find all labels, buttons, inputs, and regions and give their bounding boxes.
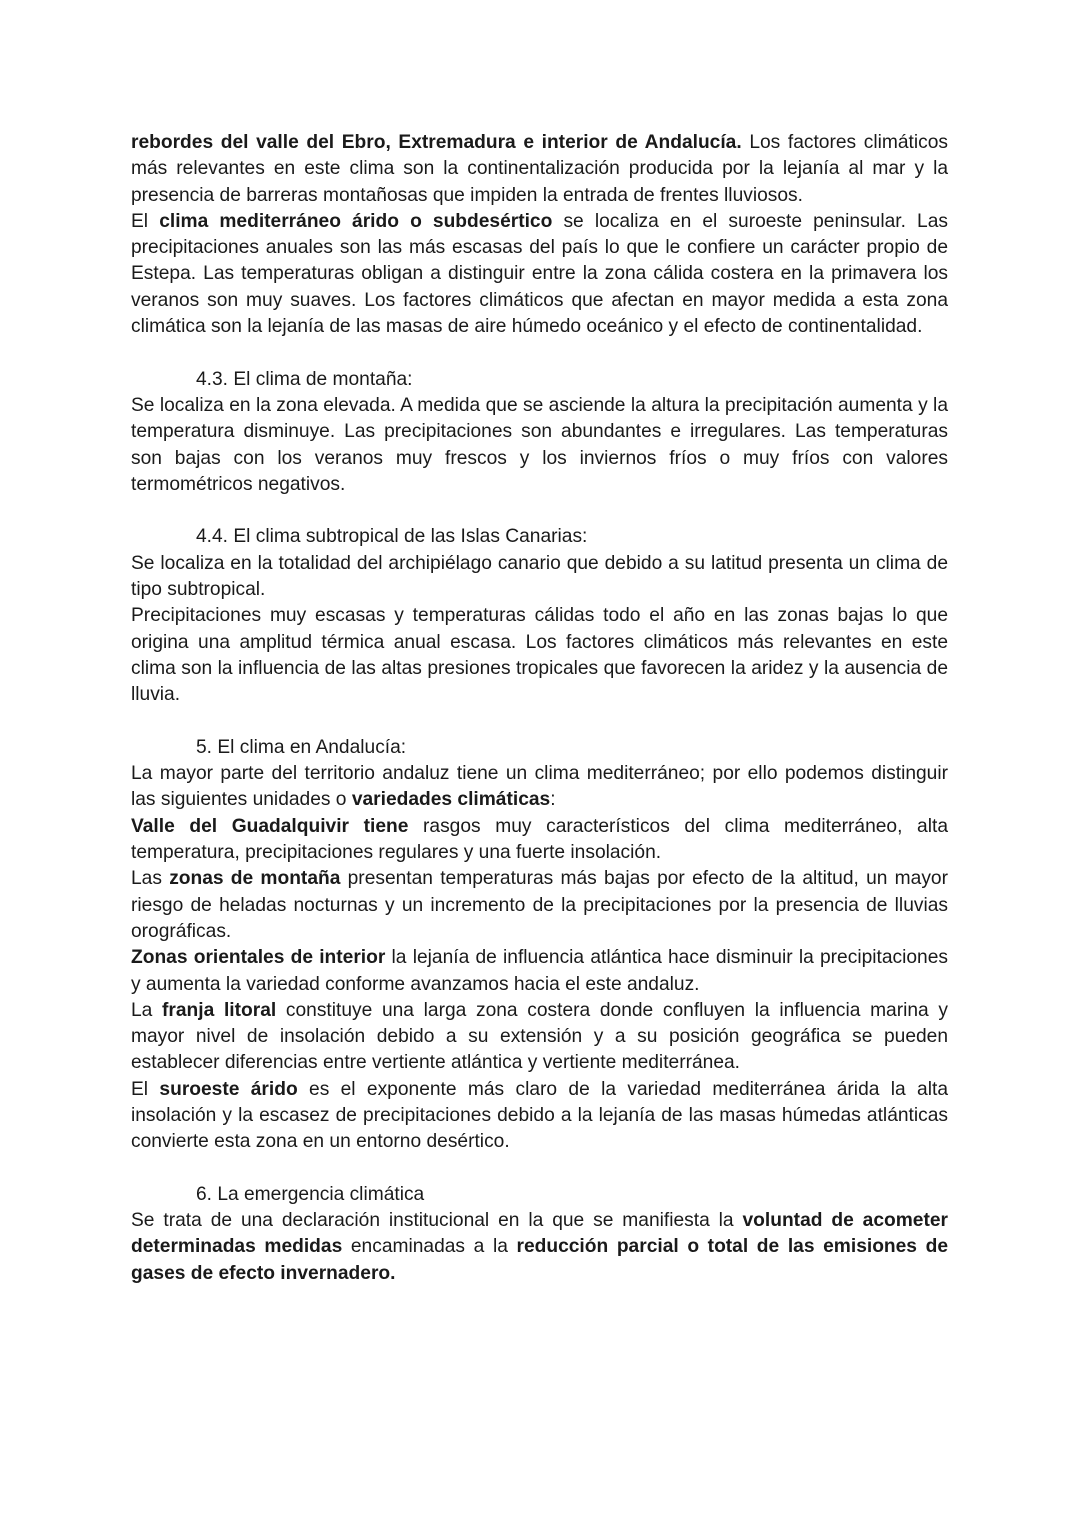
section-heading-5: 5. El clima en Andalucía:	[196, 736, 407, 758]
paragraph-text: Las	[131, 868, 170, 890]
section-heading-4-4: 4.4. El clima subtropical de las Islas Canarias:	[196, 526, 588, 548]
paragraph-gap	[131, 340, 948, 366]
paragraph-gap	[131, 709, 948, 735]
paragraph-text: Se trata de una declaración institucional en la que se manifiesta la	[131, 1210, 743, 1232]
section-5-intro	[131, 761, 948, 814]
paragraph-text: :	[550, 789, 556, 811]
paragraph-text: la lejanía de influencia atlántica hace disminuir la precipitaciones y aumenta la variedad conforme avanzamos hacia el este andaluz.	[131, 947, 948, 995]
paragraph-continuation	[131, 130, 948, 209]
bold-term: suroeste árido	[159, 1078, 298, 1100]
section-5-suroeste	[131, 1077, 948, 1156]
bold-term: franja litoral	[162, 999, 277, 1021]
paragraph-text: constituye una larga zona costera donde confluyen la influencia marina y mayor nivel de insolación debido a su extensión y a su posición geográfica se pueden establecer diferencias entre vertiente atlántica y vertiente mediterránea.	[131, 999, 948, 1074]
paragraph-text: se localiza en el suroeste peninsular. Las precipitaciones anuales son las más escasas del país lo que le confiere un carácter propio de Estepa. Las temperaturas obligan a distinguir entre la zona cálida costera en la primavera los veranos son muy suaves. Los factores climáticos que afectan en mayor medida a esta zona climática son la lejanía de las masas de aire húmedo oceánico y el efecto de continentalidad.	[131, 210, 948, 338]
paragraph-clima-arido	[131, 209, 948, 340]
section-heading-6: 6. La emergencia climática	[196, 1183, 425, 1205]
section-heading-4-3: 4.3. El clima de montaña:	[196, 368, 413, 390]
paragraph-text: encaminadas a la	[342, 1236, 517, 1258]
section-5-orientales	[131, 945, 948, 998]
bold-regions: rebordes del valle del Ebro, Extremadura e interior de Andalucía.	[131, 132, 742, 153]
section-5-guadalquivir	[131, 814, 948, 867]
document-body	[131, 130, 948, 1287]
paragraph-gap	[131, 1156, 948, 1182]
section-body-4-3: Se localiza en la zona elevada. A medida que se asciende la altura la precipitación aumenta y la temperatura disminuye. Las precipitaciones son abundantes e irregulares. Las temperaturas son bajas con los veranos muy frescos y los inviernos fríos o muy fríos con valores termométricos negativos.	[131, 394, 948, 495]
paragraph-text: El	[131, 1078, 160, 1100]
bold-term: Valle del Guadalquivir tiene	[131, 815, 409, 837]
paragraph-text: La mayor parte del territorio andaluz tiene un clima mediterráneo; por ello podemos distinguir las siguientes unidades o	[131, 763, 948, 811]
section-5-litoral	[131, 998, 948, 1077]
bold-term: zonas de montaña	[169, 868, 341, 890]
bold-term: reducción parcial o total de las emisiones de gases de efecto invernadero.	[131, 1236, 949, 1284]
paragraph-text: presentan temperaturas más bajas por efecto de la altitud, un mayor riesgo de heladas nocturnas y un incremento de la precipitaciones por la presencia de lluvias orográficas.	[131, 868, 948, 942]
paragraph-text: La	[131, 999, 163, 1021]
section-body-4-4-b: Precipitaciones muy escasas y temperaturas cálidas todo el año en las zonas bajas lo que origina una amplitud térmica anual escasa. Los factores climáticos más relevantes en este clima son la influencia de las altas presiones tropicales que favorecen la aridez y la ausencia de lluvia.	[131, 605, 948, 706]
bold-term: voluntad de acometer determinadas medidas	[131, 1210, 949, 1258]
paragraph-text: Los factores climáticos más relevantes en este clima son la continentalización producida por la lejanía al mar y la presencia de barreras montañosas que impiden la entrada de frentes lluviosos.	[131, 132, 948, 206]
section-body-4-4-a: Se localiza en la totalidad del archipiélago canario que debido a su latitud presenta un clima de tipo subtropical.	[131, 552, 948, 601]
section-5-montana	[131, 866, 948, 945]
paragraph-text: El	[131, 210, 160, 232]
bold-term: clima mediterráneo árido o subdesértico	[159, 210, 553, 232]
paragraph-gap	[131, 498, 948, 524]
bold-term: Zonas orientales de interior	[131, 947, 386, 969]
section-6-body	[131, 1208, 948, 1287]
paragraph-text: rasgos muy característicos del clima mediterráneo, alta temperatura, precipitaciones regulares y una fuerte insolación.	[131, 815, 948, 864]
paragraph-text: es el exponente más claro de la variedad mediterránea árida la alta insolación y la escasez de precipitaciones debido a la lejanía de las masas húmedas atlánticas convierte esta zona en un entorno desértico.	[131, 1078, 948, 1153]
bold-term: variedades climáticas	[351, 789, 551, 811]
